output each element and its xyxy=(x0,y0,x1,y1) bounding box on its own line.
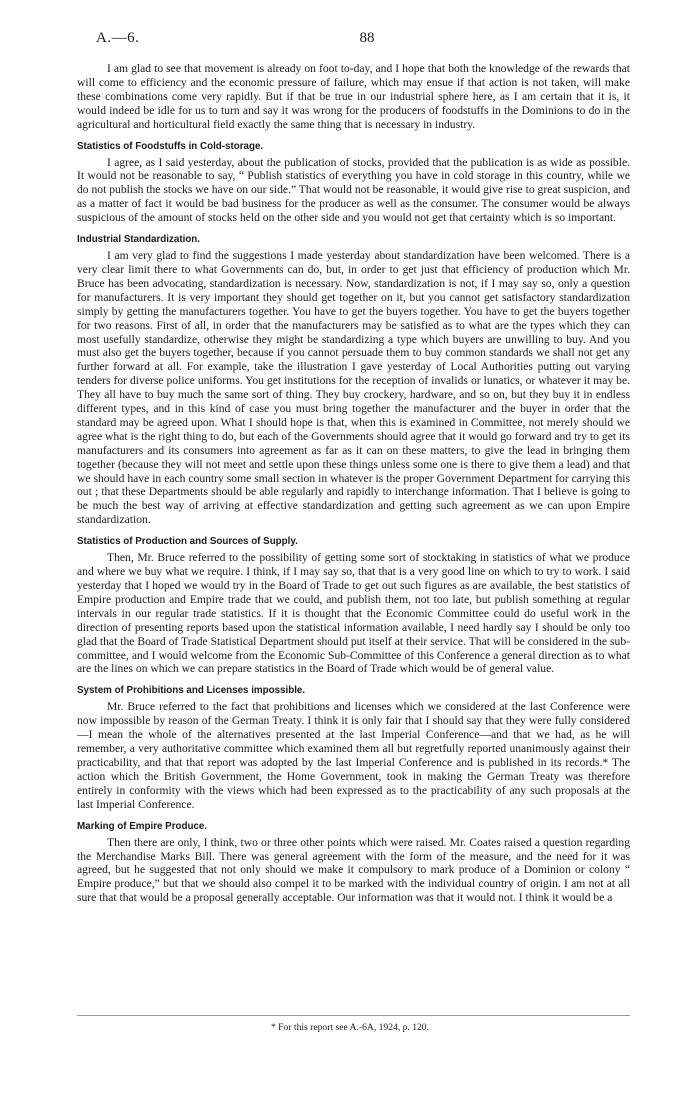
paragraph-empire-produce-marking: Then there are only, I think, two or three other points which were raised. Mr. Coates raised a question regarding the Merchandise Marks Bill. There was general agreement with the form of the measure, and the need for it was agreed, but he suggested that not only should we make it compulsory to mark produce of a Dominion or colony “ Empire produce,” but that we should also compel it to be marked with the individual country of origin. I am not at all sure that that would be a proposal generally acceptable. Our information was that it would not. I think it would be a xyxy=(77,835,630,905)
heading-prohibitions-licenses: System of Prohibitions and Licenses impossible. xyxy=(77,685,306,697)
paragraph-industrial-standardization: I am very glad to find the suggestions I made yesterday about standardization have been welcomed. There is a very clear limit there to what Governments can do, but, in order to get just that efficiency of production which Mr. Bruce has been advocating, standardization is necessary. Now, standardization is not, if I may say so, only a question for manufacturers. It is very important they should get together on it, but you cannot get satisfactory standardization simply by getting the manufacturers together. You have to get the buyers together. You have to get the buyers together for two reasons. First of all, in order that the manufacturers may be satisfied as to what are the types which they can most usefully standardize, otherwise they might be standardizing a type which buyers are unwilling to buy. And you must also get the buyers together, because if you cannot persuade them to buy common standards we shall not get any further forward at all. For example, take the illustration I gave yesterday of Local Authorities putting out varying tenders for diverse police uniforms. You get institutions for the reception of invalids or lunatics, or whatever it may be. They all have to buy much the same sort of thing. They buy crockery, hardware, and so on, but they buy it in endless different types, and in this kind of case you must bring together the manufacturer and the buyer in order that the standard may be agreed upon. What I should hope is that, when this is examined in Committee, not merely should we agree what is the right thing to do, but each of the Governments should agree that it would go forward and try to get its manufacturers and its consumers into agreement as far as it can on these matters, to give the lead in bringing them together (because they will not meet and settle upon these things unless some one is there to give them a lead) and that we should have in each country some small section in whatever is the proper Government Department for carrying this out ; that these Departments should be able regularly and rapidly to interchange information. That I believe is going to be much the best way of arriving at effective standardization and getting such agreement as we can upon Empire standardization. xyxy=(77,249,630,527)
paragraph-intro: I am glad to see that movement is already on foot to-day, and I hope that both the knowledge of the rewards that will come to efficiency and the economic pressure of failure, which may ensue if that action is not taken, will make these combinations come very rapidly. But if that be true in our industrial sphere here, as I am certain that it is, it would indeed be idle for us to turn and say it was wrong for the producers of foodstuffs in the Dominions to do in the agricultural and horticultural field exactly the same thing that is necessary in industry. xyxy=(77,62,630,131)
footnote: * For this report see A.-6A, 1924, p. 120. xyxy=(270,1022,429,1033)
document-reference: A.—6. xyxy=(96,30,140,46)
paragraph-prohibitions-licenses: Mr. Bruce referred to the fact that prohibitions and licenses which we considered at the last Conference were now impossible by reason of the German Treaty. I think it is only fair that I should say that they were fully considered—I mean the whole of the alternatives presented at the last Imperial Conference—and that we had, as he will remember, a very authoritative committee which examined them all but regretfully reported unanimously against their practicability, and that that report was adopted by the last Imperial Conference and is published in its records.* The action which the British Government, the Home Government, took in making the German Treaty was therefore entirely in conformity with the views which had been expressed as to the practicability of any such proposals at the last Imperial Conference. xyxy=(77,700,630,811)
page-number: 88 xyxy=(359,30,375,46)
heading-cold-storage-statistics: Statistics of Foodstuffs in Cold-storage. xyxy=(77,140,264,152)
heading-industrial-standardization: Industrial Standardization. xyxy=(77,234,201,246)
footnote-divider xyxy=(77,1015,630,1016)
heading-production-statistics: Statistics of Production and Sources of Supply. xyxy=(77,536,298,548)
paragraph-cold-storage-statistics: I agree, as I said yesterday, about the publication of stocks, provided that the publication is as wide as possible. It would not be reasonable to say, “ Publish statistics of everything you have in cold storage in this country, while we do not publish the stocks we have on our side.” That would not be reasonable, it would give rise to great suspicion, and as a matter of fact it would be bad business for the producer as well as the consumer. The consumer would be always suspicious of the amount of stocks held on the other side and you would not get that certainty which is so important. xyxy=(77,155,630,225)
paragraph-production-statistics: Then, Mr. Bruce referred to the possibility of getting some sort of stocktaking in statistics of what we produce and where we buy what we require. I think, if I may say so, that that is a very good line on which to try to work. I said yesterday that I hoped we would try in the Board of Trade to get out such figures as are available, the best statistics of Empire production and Empire trade that we could, and publish them, not too late, but publish something at regular intervals in our regular trade statistics. If it is thought that the Economic Committee could do useful work in the direction of presenting reports based upon the statistical information available, I need hardly say I should be only too glad that the Board of Trade Statistical Department should put itself at their service. That will be considered in the sub-committee, and I would welcome from the Economic Sub-Committee of this Conference a general direction as to what are the lines on which we can prepare statistics in the Board of Trade which would be of general value. xyxy=(77,551,630,676)
page-header xyxy=(96,30,638,52)
heading-empire-produce-marking: Marking of Empire Produce. xyxy=(77,820,208,832)
document-body xyxy=(77,62,630,905)
